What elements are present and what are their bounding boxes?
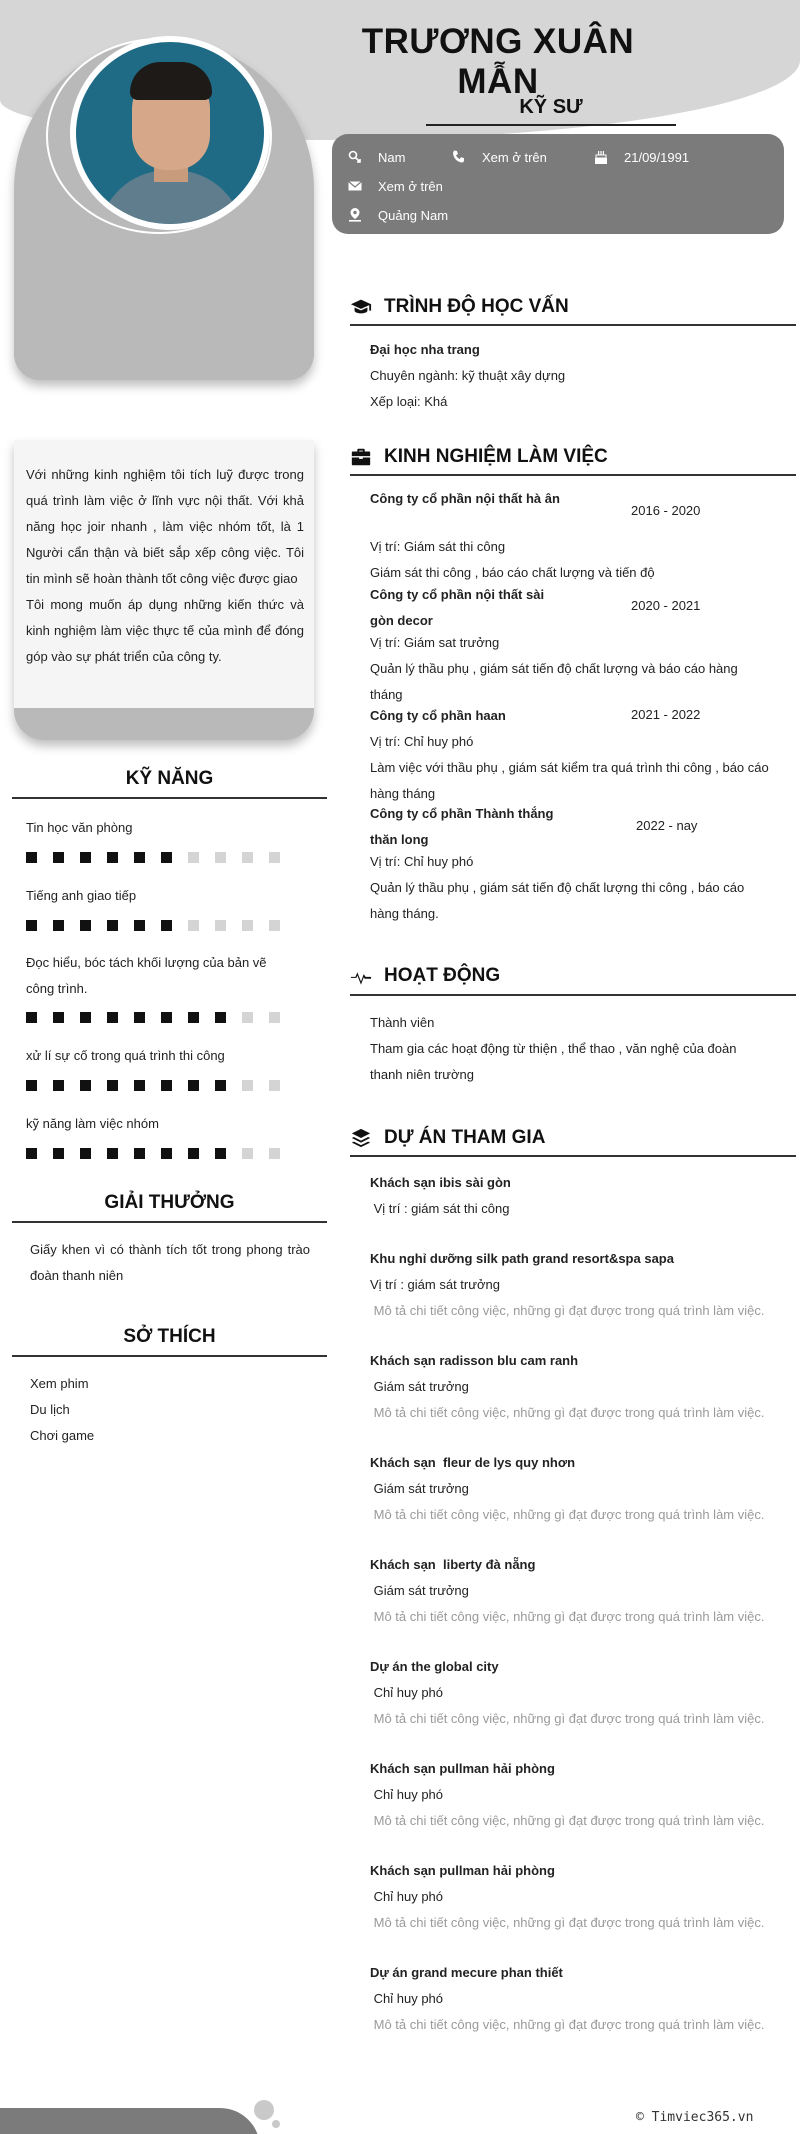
skill-name: Tin học văn phòng [26, 820, 133, 835]
skill-dot-filled [26, 920, 37, 931]
skill-dot-empty [242, 852, 253, 863]
project-item [370, 1348, 770, 1426]
hobbies-list [30, 1371, 310, 1449]
job-position: Vị trí: Giám sat trưởng [370, 635, 500, 650]
job-period: 2021 - 2022 [631, 707, 701, 722]
job-company: Công ty cổ phần nội thất sài gòn decor [370, 587, 545, 628]
project-item [370, 1170, 770, 1222]
project-name: Khách sạn pullman hải phòng [370, 1863, 555, 1878]
gender-value: Nam [378, 149, 406, 165]
skill-dot-filled [107, 852, 118, 863]
job-position: Vị trí: Chỉ huy phó [370, 854, 474, 869]
experience-divider [350, 474, 796, 476]
projects-divider [350, 1155, 796, 1157]
skill-dot-filled [215, 1148, 226, 1159]
skill-level-bar [26, 1012, 280, 1023]
project-role: Vị trí : giám sát thi công [370, 1201, 510, 1216]
skill-dot-empty [242, 1080, 253, 1091]
project-description: Mô tả chi tiết công việc, những gì đạt được trong quá trình làm việc. [370, 1813, 765, 1828]
skill-dot-filled [134, 1012, 145, 1023]
awards-heading: GIẢI THƯỞNG [104, 1192, 235, 1213]
skill-dot-filled [188, 1148, 199, 1159]
contact-info-box [332, 134, 784, 234]
project-item [370, 1858, 770, 1936]
skill-dot-filled [80, 1012, 91, 1023]
skill-level-bar [26, 852, 280, 863]
gender-icon [346, 148, 364, 166]
graduation-cap-icon [350, 296, 372, 318]
avatar [70, 36, 270, 230]
project-name: Dự án grand mecure phan thiết [370, 1965, 563, 1980]
project-item [370, 1246, 770, 1324]
skill-dot-empty [215, 920, 226, 931]
education-heading: TRÌNH ĐỘ HỌC VẤN [350, 296, 569, 318]
footer-credit[interactable]: © Timviec365.vn [636, 2110, 754, 2125]
experience-heading: KINH NGHIỆM LÀM VIỆC [350, 446, 608, 468]
project-name: Khách sạn ibis sài gòn [370, 1175, 511, 1190]
project-name: Khách sạn liberty đà nẵng [370, 1557, 536, 1572]
skill-dot-filled [161, 1148, 172, 1159]
project-item [370, 1450, 770, 1528]
summary-paragraph-2: Tôi mong muốn áp dụng những kiến thức và kinh nghiệm làm việc thực tế của mình để đóng góp vào sự phát triển của công ty. [26, 597, 304, 664]
footer-wave [0, 2108, 260, 2134]
project-name: Khu nghỉ dưỡng silk path grand resort&spa sapa [370, 1251, 674, 1266]
job-company: Công ty cổ phần haan [370, 708, 506, 723]
skill-dot-filled [188, 1012, 199, 1023]
skill-dot-empty [269, 1012, 280, 1023]
project-name: Khách sạn pullman hải phòng [370, 1761, 555, 1776]
location-pin-icon [346, 206, 364, 224]
layers-icon [350, 1127, 372, 1149]
skill-dot-empty [269, 1148, 280, 1159]
skill-dot-empty [269, 920, 280, 931]
project-item [370, 1960, 770, 2038]
education-divider [350, 324, 796, 326]
project-description: Mô tả chi tiết công việc, những gì đạt được trong quá trình làm việc. [370, 2017, 765, 2032]
skill-dot-empty [269, 1080, 280, 1091]
school-name: Đại học nha trang [370, 342, 480, 357]
project-role: Vị trí : giám sát trưởng [370, 1277, 500, 1292]
job-period: 2022 - nay [636, 818, 698, 833]
job-details [370, 729, 770, 807]
skill-name: kỹ năng làm việc nhóm [26, 1116, 159, 1131]
candidate-name: TRƯƠNG XUÂN MẪN [361, 22, 635, 101]
skills-divider [12, 797, 327, 799]
skill-level-bar [26, 1080, 280, 1091]
skill-dot-filled [161, 1080, 172, 1091]
project-role: Giám sát trưởng [370, 1379, 469, 1394]
major: Chuyên ngành: kỹ thuật xây dựng [370, 368, 566, 383]
skill-dot-filled [53, 1012, 64, 1023]
skill-dot-filled [80, 852, 91, 863]
project-description: Mô tả chi tiết công việc, những gì đạt được trong quá trình làm việc. [370, 1711, 765, 1726]
project-description: Mô tả chi tiết công việc, những gì đạt được trong quá trình làm việc. [370, 1405, 765, 1420]
skill-dot-filled [134, 920, 145, 931]
skill-dot-filled [80, 1148, 91, 1159]
skill-dot-filled [134, 1148, 145, 1159]
job-description: Giám sát thi công , báo cáo chất lượng và tiến độ [370, 565, 655, 580]
job-details [370, 630, 770, 708]
skill-dot-filled [26, 1080, 37, 1091]
skill-dot-filled [188, 1080, 199, 1091]
birthday-item [592, 148, 689, 166]
email-value: Xem ở trên [378, 178, 443, 194]
skill-dot-filled [80, 920, 91, 931]
gender-item [346, 148, 405, 166]
hobbies-heading: SỞ THÍCH [123, 1326, 216, 1347]
projects-heading: DỰ ÁN THAM GIA [350, 1127, 545, 1149]
skill-dot-empty [188, 852, 199, 863]
skill-dot-filled [107, 1012, 118, 1023]
skill-dot-filled [53, 1148, 64, 1159]
skill-dot-empty [215, 852, 226, 863]
job-description: Quản lý thầu phụ , giám sát tiến độ chất lượng thi công , báo cáo hàng tháng. [370, 880, 745, 921]
project-role: Chỉ huy phó [370, 1685, 444, 1700]
skill-dot-filled [134, 1080, 145, 1091]
skill-dot-filled [134, 852, 145, 863]
skill-dot-empty [269, 852, 280, 863]
skill-dot-filled [26, 852, 37, 863]
skill-name: xử lí sự cố trong quá trình thi công [26, 1048, 225, 1063]
activities-heading: HOẠT ĐỘNG [350, 965, 500, 987]
hobbies-divider [12, 1355, 327, 1357]
skill-name: Đọc hiểu, bóc tách khối lượng của bản vẽ công trình. [26, 955, 267, 996]
skill-dot-filled [26, 1012, 37, 1023]
skill-dot-filled [107, 1148, 118, 1159]
job-company: Công ty cổ phần Thành thắng thăn long [370, 806, 554, 847]
briefcase-icon [350, 446, 372, 468]
skill-dot-filled [53, 852, 64, 863]
project-item [370, 1552, 770, 1630]
job-title: KỸ SƯ [519, 96, 583, 118]
skill-dot-empty [242, 920, 253, 931]
job-position: Vị trí: Chỉ huy phó [370, 734, 474, 749]
summary-paragraph-1: Với những kinh nghiệm tôi tích luỹ được trong quá trình làm việc ở lĩnh vực nội thất. Với khả năng học joir nhanh , làm việc nhóm tốt, là 1 Người cẩn thận và biết sắp xếp công việc. Tôi tin mình sẽ hoàn thành tốt công việc được giao [26, 467, 304, 586]
project-name: Khách sạn fleur de lys quy nhơn [370, 1455, 576, 1470]
activities-block [370, 1010, 770, 1088]
job-period: 2020 - 2021 [631, 598, 701, 613]
address-item [346, 206, 448, 224]
skill-level-bar [26, 1148, 280, 1159]
project-item [370, 1654, 770, 1732]
email-item [346, 177, 443, 195]
hobby-item: Chơi game [30, 1428, 95, 1443]
project-item [370, 1756, 770, 1834]
activities-divider [350, 994, 796, 996]
footer-dot [272, 2120, 280, 2128]
project-name: Khách sạn radisson blu cam ranh [370, 1353, 579, 1368]
skill-dot-empty [242, 1012, 253, 1023]
email-icon [346, 177, 364, 195]
career-summary [14, 440, 314, 708]
skills-heading: KỸ NĂNG [125, 768, 214, 789]
skill-dot-filled [215, 1012, 226, 1023]
job-period: 2016 - 2020 [631, 503, 701, 518]
project-role: Chỉ huy phó [370, 1787, 444, 1802]
project-role: Giám sát trưởng [370, 1583, 469, 1598]
project-description: Mô tả chi tiết công việc, những gì đạt được trong quá trình làm việc. [370, 1609, 765, 1624]
skill-dot-filled [107, 1080, 118, 1091]
education-block [370, 337, 770, 415]
project-description: Mô tả chi tiết công việc, những gì đạt được trong quá trình làm việc. [370, 1915, 765, 1930]
birthday-value: 21/09/1991 [624, 149, 690, 165]
project-description: Mô tả chi tiết công việc, những gì đạt được trong quá trình làm việc. [370, 1507, 765, 1522]
skill-dot-filled [53, 920, 64, 931]
skill-level-bar [26, 920, 280, 931]
hobby-item: Xem phim [30, 1376, 89, 1391]
job-details [370, 534, 770, 586]
job-company: Công ty cổ phần nội thất hà ân [370, 491, 560, 506]
job-description: Quản lý thầu phụ , giám sát tiến độ chất lượng và báo cáo hàng tháng [370, 661, 738, 702]
phone-value: Xem ở trên [482, 149, 547, 165]
project-role: Giám sát trưởng [370, 1481, 469, 1496]
skill-dot-filled [107, 920, 118, 931]
skill-dot-filled [161, 852, 172, 863]
title-divider [426, 124, 676, 126]
skill-dot-empty [188, 920, 199, 931]
project-role: Chỉ huy phó [370, 1991, 444, 2006]
activity-description: Tham gia các hoạt động từ thiện , thể thao , văn nghệ của đoàn thanh niên trường [370, 1041, 737, 1082]
project-name: Dự án the global city [370, 1659, 499, 1674]
skill-dot-filled [215, 1080, 226, 1091]
skill-dot-filled [161, 920, 172, 931]
skill-dot-filled [80, 1080, 91, 1091]
skill-dot-filled [161, 1012, 172, 1023]
activity-role: Thành viên [370, 1015, 435, 1030]
skill-dot-filled [26, 1148, 37, 1159]
hobby-item: Du lịch [30, 1402, 70, 1417]
footer-dot [254, 2100, 274, 2120]
job-position: Vị trí: Giám sát thi công [370, 539, 506, 554]
job-description: Làm việc với thầu phụ , giám sát kiểm tra quá trình thi công , báo cáo hàng tháng [370, 760, 769, 801]
skill-name: Tiếng anh giao tiếp [26, 888, 137, 903]
heartbeat-icon [350, 965, 372, 987]
rank: Xếp loại: Khá [370, 394, 448, 409]
awards-divider [12, 1221, 327, 1223]
award-text: Giấy khen vì có thành tích tốt trong phong trào đoàn thanh niên [30, 1242, 310, 1283]
phone-icon [450, 148, 468, 166]
project-role: Chỉ huy phó [370, 1889, 444, 1904]
address-value: Quảng Nam [378, 207, 449, 223]
project-description: Mô tả chi tiết công việc, những gì đạt được trong quá trình làm việc. [370, 1303, 765, 1318]
phone-item [450, 148, 547, 166]
birthday-cake-icon [592, 148, 610, 166]
skill-dot-empty [242, 1148, 253, 1159]
job-details [370, 849, 770, 927]
skill-dot-filled [53, 1080, 64, 1091]
